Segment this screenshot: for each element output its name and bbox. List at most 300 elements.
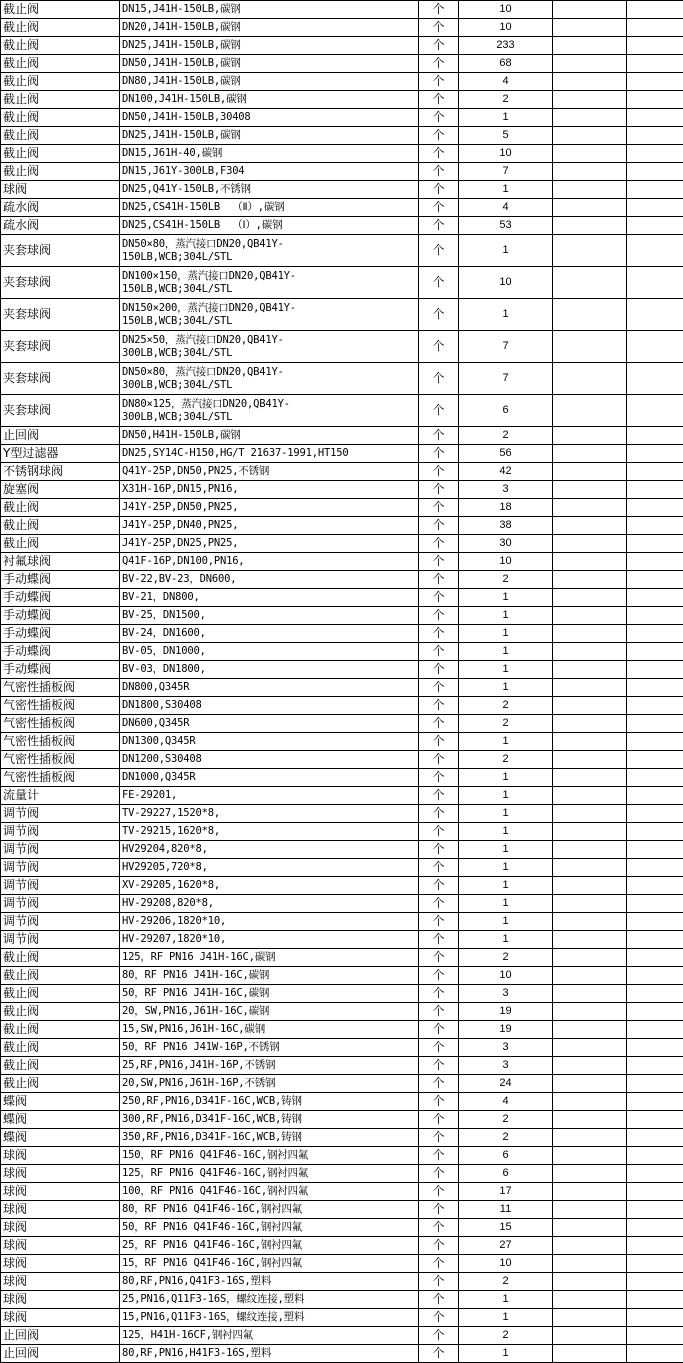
- cell-unit: 个: [419, 331, 459, 363]
- cell-qty: 38: [459, 517, 553, 535]
- cell-unit: 个: [419, 535, 459, 553]
- cell-spec: DN80,J41H-150LB,碳钢: [120, 73, 419, 91]
- cell-extra-2: [627, 217, 683, 235]
- cell-qty: 4: [459, 199, 553, 217]
- table-row: [1, 445, 683, 463]
- table-row: [1, 679, 683, 697]
- cell-spec: DN25,J41H-150LB,碳钢: [120, 127, 419, 145]
- cell-spec: DN20,J41H-150LB,碳钢: [120, 19, 419, 37]
- cell-qty: 2: [459, 949, 553, 967]
- cell-name: Y型过滤器: [1, 445, 120, 463]
- cell-name: 调节阀: [1, 913, 120, 931]
- table-row: [1, 55, 683, 73]
- cell-name: 手动蝶阀: [1, 571, 120, 589]
- cell-extra-1: [553, 1165, 627, 1183]
- cell-qty: 1: [459, 607, 553, 625]
- cell-unit: 个: [419, 1165, 459, 1183]
- table-row: [1, 877, 683, 895]
- cell-name: 调节阀: [1, 931, 120, 949]
- cell-extra-2: [627, 1093, 683, 1111]
- cell-extra-1: [553, 643, 627, 661]
- cell-extra-1: [553, 91, 627, 109]
- cell-extra-2: [627, 1075, 683, 1093]
- cell-name: 截止阀: [1, 967, 120, 985]
- cell-extra-1: [553, 823, 627, 841]
- cell-extra-1: [553, 1255, 627, 1273]
- cell-unit: 个: [419, 949, 459, 967]
- cell-unit: 个: [419, 1327, 459, 1345]
- cell-name: 蝶阀: [1, 1129, 120, 1147]
- material-table-body: [1, 1, 683, 1363]
- cell-qty: 27: [459, 1237, 553, 1255]
- cell-spec: 15,PN16,Q11F3-16S，螺纹连接,塑料: [120, 1309, 419, 1327]
- cell-name: 截止阀: [1, 1057, 120, 1075]
- table-row: [1, 949, 683, 967]
- cell-qty: 24: [459, 1075, 553, 1093]
- cell-extra-1: [553, 445, 627, 463]
- cell-extra-1: [553, 145, 627, 163]
- cell-extra-1: [553, 733, 627, 751]
- cell-extra-2: [627, 805, 683, 823]
- cell-qty: 7: [459, 363, 553, 395]
- cell-spec: BV-25，DN1500,: [120, 607, 419, 625]
- cell-extra-1: [553, 1003, 627, 1021]
- cell-extra-2: [627, 1255, 683, 1273]
- cell-extra-2: [627, 499, 683, 517]
- cell-unit: 个: [419, 1111, 459, 1129]
- cell-extra-2: [627, 1273, 683, 1291]
- cell-extra-1: [553, 931, 627, 949]
- table-row: [1, 1309, 683, 1327]
- cell-extra-2: [627, 733, 683, 751]
- cell-name: 气密性插板阀: [1, 769, 120, 787]
- cell-spec: 50，RF PN16 J41H-16C,碳钢: [120, 985, 419, 1003]
- cell-extra-1: [553, 1327, 627, 1345]
- cell-spec: 350,RF,PN16,D341F-16C,WCB,铸钢: [120, 1129, 419, 1147]
- cell-name: 夹套球阀: [1, 331, 120, 363]
- cell-unit: 个: [419, 859, 459, 877]
- table-row: [1, 145, 683, 163]
- cell-qty: 1: [459, 859, 553, 877]
- cell-extra-2: [627, 37, 683, 55]
- cell-unit: 个: [419, 55, 459, 73]
- table-row: [1, 931, 683, 949]
- cell-spec: DN600,Q345R: [120, 715, 419, 733]
- cell-unit: 个: [419, 145, 459, 163]
- table-row: [1, 1327, 683, 1345]
- cell-spec: Q41Y-25P,DN50,PN25,不锈钢: [120, 463, 419, 481]
- table-row: [1, 517, 683, 535]
- cell-extra-2: [627, 589, 683, 607]
- cell-unit: 个: [419, 1057, 459, 1075]
- table-row: [1, 217, 683, 235]
- cell-qty: 1: [459, 1291, 553, 1309]
- cell-unit: 个: [419, 1039, 459, 1057]
- table-row: [1, 553, 683, 571]
- table-row: [1, 331, 683, 363]
- table-row: [1, 481, 683, 499]
- table-row: [1, 661, 683, 679]
- table-row: [1, 1057, 683, 1075]
- cell-extra-1: [553, 787, 627, 805]
- table-row: [1, 1237, 683, 1255]
- cell-qty: 2: [459, 715, 553, 733]
- cell-spec: DN50×80，蒸汽接口DN20,QB41Y- 300LB,WCB;304L/STL: [120, 363, 419, 395]
- table-row: [1, 1255, 683, 1273]
- cell-spec: DN50,J41H-150LB,碳钢: [120, 55, 419, 73]
- cell-extra-1: [553, 217, 627, 235]
- cell-unit: 个: [419, 787, 459, 805]
- cell-extra-2: [627, 145, 683, 163]
- cell-name: 截止阀: [1, 1003, 120, 1021]
- cell-spec: HV29205,720*8,: [120, 859, 419, 877]
- cell-extra-1: [553, 895, 627, 913]
- cell-spec: DN80×125，蒸汽接口DN20,QB41Y- 300LB,WCB;304L/STL: [120, 395, 419, 427]
- cell-extra-2: [627, 163, 683, 181]
- cell-name: 止回阀: [1, 1327, 120, 1345]
- cell-extra-1: [553, 1057, 627, 1075]
- cell-spec: DN50,H41H-150LB,碳钢: [120, 427, 419, 445]
- cell-spec: DN25×50，蒸汽接口DN20,QB41Y- 300LB,WCB;304L/STL: [120, 331, 419, 363]
- cell-name: 截止阀: [1, 127, 120, 145]
- cell-qty: 6: [459, 395, 553, 427]
- cell-extra-1: [553, 331, 627, 363]
- cell-name: 调节阀: [1, 877, 120, 895]
- table-row: [1, 1345, 683, 1363]
- table-row: [1, 199, 683, 217]
- cell-qty: 1: [459, 931, 553, 949]
- cell-unit: 个: [419, 1345, 459, 1363]
- cell-extra-1: [553, 199, 627, 217]
- cell-qty: 1: [459, 181, 553, 199]
- cell-name: 球阀: [1, 1201, 120, 1219]
- cell-name: 不锈钢球阀: [1, 463, 120, 481]
- cell-extra-1: [553, 607, 627, 625]
- cell-qty: 4: [459, 1093, 553, 1111]
- cell-spec: BV-22,BV-23，DN600,: [120, 571, 419, 589]
- cell-extra-1: [553, 19, 627, 37]
- cell-spec: BV-24，DN1600,: [120, 625, 419, 643]
- cell-extra-2: [627, 331, 683, 363]
- cell-extra-1: [553, 1219, 627, 1237]
- table-row: [1, 985, 683, 1003]
- table-row: [1, 1111, 683, 1129]
- table-row: [1, 1219, 683, 1237]
- cell-spec: 50，RF PN16 Q41F46-16C,钢衬四氟: [120, 1219, 419, 1237]
- cell-qty: 1: [459, 589, 553, 607]
- cell-name: 球阀: [1, 181, 120, 199]
- cell-extra-2: [627, 73, 683, 91]
- cell-spec: DN15,J41H-150LB,碳钢: [120, 1, 419, 19]
- cell-extra-1: [553, 1129, 627, 1147]
- cell-spec: DN1800,S30408: [120, 697, 419, 715]
- cell-unit: 个: [419, 1147, 459, 1165]
- cell-qty: 1: [459, 661, 553, 679]
- table-row: [1, 19, 683, 37]
- cell-extra-1: [553, 769, 627, 787]
- cell-name: 截止阀: [1, 535, 120, 553]
- cell-unit: 个: [419, 1075, 459, 1093]
- cell-extra-1: [553, 1201, 627, 1219]
- cell-name: 疏水阀: [1, 199, 120, 217]
- cell-extra-1: [553, 1021, 627, 1039]
- cell-spec: DN25,CS41H-150LB （Ⅱ）,碳钢: [120, 199, 419, 217]
- cell-spec: 80,RF,PN16,Q41F3-16S,塑料: [120, 1273, 419, 1291]
- cell-qty: 6: [459, 1147, 553, 1165]
- cell-unit: 个: [419, 1237, 459, 1255]
- cell-extra-1: [553, 841, 627, 859]
- cell-extra-1: [553, 1183, 627, 1201]
- cell-name: 截止阀: [1, 949, 120, 967]
- cell-extra-2: [627, 1165, 683, 1183]
- cell-name: 截止阀: [1, 91, 120, 109]
- table-row: [1, 499, 683, 517]
- cell-extra-2: [627, 895, 683, 913]
- cell-name: 截止阀: [1, 73, 120, 91]
- cell-extra-1: [553, 1039, 627, 1057]
- cell-unit: 个: [419, 217, 459, 235]
- cell-unit: 个: [419, 1309, 459, 1327]
- cell-extra-2: [627, 109, 683, 127]
- cell-unit: 个: [419, 73, 459, 91]
- cell-name: 球阀: [1, 1219, 120, 1237]
- cell-extra-2: [627, 1183, 683, 1201]
- cell-name: 截止阀: [1, 985, 120, 1003]
- cell-unit: 个: [419, 877, 459, 895]
- cell-unit: 个: [419, 571, 459, 589]
- table-row: [1, 163, 683, 181]
- cell-unit: 个: [419, 1273, 459, 1291]
- cell-spec: DN25,J41H-150LB,碳钢: [120, 37, 419, 55]
- table-row: [1, 823, 683, 841]
- cell-spec: DN25,SY14C-H150,HG/T 21637-1991,HT150: [120, 445, 419, 463]
- cell-unit: 个: [419, 679, 459, 697]
- cell-extra-1: [553, 499, 627, 517]
- cell-qty: 1: [459, 841, 553, 859]
- cell-name: 夹套球阀: [1, 395, 120, 427]
- cell-name: 截止阀: [1, 1075, 120, 1093]
- cell-extra-1: [553, 109, 627, 127]
- cell-extra-1: [553, 661, 627, 679]
- cell-spec: TV-29227,1520*8,: [120, 805, 419, 823]
- cell-extra-1: [553, 1093, 627, 1111]
- cell-name: 球阀: [1, 1309, 120, 1327]
- cell-unit: 个: [419, 19, 459, 37]
- cell-extra-2: [627, 299, 683, 331]
- cell-spec: DN25,CS41H-150LB （Ⅰ）,碳钢: [120, 217, 419, 235]
- cell-qty: 2: [459, 1327, 553, 1345]
- cell-spec: 80，RF PN16 Q41F46-16C,钢衬四氟: [120, 1201, 419, 1219]
- cell-spec: J41Y-25P,DN50,PN25,: [120, 499, 419, 517]
- cell-qty: 10: [459, 267, 553, 299]
- cell-unit: 个: [419, 1183, 459, 1201]
- cell-extra-2: [627, 967, 683, 985]
- cell-extra-2: [627, 697, 683, 715]
- cell-name: 球阀: [1, 1255, 120, 1273]
- cell-spec: FE-29201,: [120, 787, 419, 805]
- table-row: [1, 967, 683, 985]
- cell-extra-2: [627, 1129, 683, 1147]
- cell-qty: 30: [459, 535, 553, 553]
- table-row: [1, 1093, 683, 1111]
- cell-extra-2: [627, 181, 683, 199]
- cell-name: 气密性插板阀: [1, 733, 120, 751]
- cell-spec: DN100,J41H-150LB,碳钢: [120, 91, 419, 109]
- cell-extra-1: [553, 1111, 627, 1129]
- cell-unit: 个: [419, 1201, 459, 1219]
- cell-name: 截止阀: [1, 1021, 120, 1039]
- cell-extra-1: [553, 363, 627, 395]
- cell-name: 球阀: [1, 1147, 120, 1165]
- cell-extra-1: [553, 967, 627, 985]
- cell-spec: HV-29208,820*8,: [120, 895, 419, 913]
- cell-extra-1: [553, 1273, 627, 1291]
- cell-spec: BV-05，DN1000,: [120, 643, 419, 661]
- cell-qty: 10: [459, 967, 553, 985]
- cell-unit: 个: [419, 751, 459, 769]
- cell-extra-1: [553, 517, 627, 535]
- table-row: [1, 1129, 683, 1147]
- cell-extra-1: [553, 715, 627, 733]
- cell-extra-1: [553, 37, 627, 55]
- cell-spec: 15，RF PN16 Q41F46-16C,钢衬四氟: [120, 1255, 419, 1273]
- cell-unit: 个: [419, 37, 459, 55]
- cell-extra-1: [553, 235, 627, 267]
- cell-unit: 个: [419, 715, 459, 733]
- cell-unit: 个: [419, 733, 459, 751]
- cell-name: 球阀: [1, 1291, 120, 1309]
- cell-qty: 18: [459, 499, 553, 517]
- cell-spec: DN50,J41H-150LB,30408: [120, 109, 419, 127]
- cell-unit: 个: [419, 805, 459, 823]
- table-row: [1, 1291, 683, 1309]
- cell-name: 手动蝶阀: [1, 643, 120, 661]
- cell-extra-1: [553, 1309, 627, 1327]
- cell-qty: 10: [459, 145, 553, 163]
- cell-spec: 25，RF PN16 Q41F46-16C,钢衬四氟: [120, 1237, 419, 1255]
- cell-qty: 10: [459, 553, 553, 571]
- cell-extra-1: [553, 267, 627, 299]
- cell-extra-1: [553, 427, 627, 445]
- cell-extra-2: [627, 267, 683, 299]
- table-row: [1, 91, 683, 109]
- cell-extra-2: [627, 127, 683, 145]
- table-row: [1, 267, 683, 299]
- cell-unit: 个: [419, 661, 459, 679]
- cell-name: 调节阀: [1, 895, 120, 913]
- cell-unit: 个: [419, 363, 459, 395]
- cell-extra-2: [627, 985, 683, 1003]
- cell-name: 截止阀: [1, 145, 120, 163]
- cell-unit: 个: [419, 1129, 459, 1147]
- cell-unit: 个: [419, 267, 459, 299]
- cell-name: 截止阀: [1, 37, 120, 55]
- cell-extra-2: [627, 199, 683, 217]
- cell-qty: 1: [459, 877, 553, 895]
- cell-spec: DN1000,Q345R: [120, 769, 419, 787]
- cell-extra-1: [553, 73, 627, 91]
- cell-name: 气密性插板阀: [1, 679, 120, 697]
- cell-extra-2: [627, 751, 683, 769]
- cell-spec: J41Y-25P,DN40,PN25,: [120, 517, 419, 535]
- cell-extra-2: [627, 517, 683, 535]
- cell-name: 调节阀: [1, 841, 120, 859]
- cell-unit: 个: [419, 967, 459, 985]
- table-row: [1, 1201, 683, 1219]
- table-row: [1, 859, 683, 877]
- cell-qty: 1: [459, 805, 553, 823]
- cell-unit: 个: [419, 823, 459, 841]
- cell-qty: 1: [459, 109, 553, 127]
- cell-extra-1: [553, 481, 627, 499]
- cell-unit: 个: [419, 769, 459, 787]
- cell-extra-2: [627, 481, 683, 499]
- cell-extra-1: [553, 877, 627, 895]
- cell-name: 疏水阀: [1, 217, 120, 235]
- table-row: [1, 235, 683, 267]
- cell-extra-1: [553, 55, 627, 73]
- cell-unit: 个: [419, 841, 459, 859]
- table-row: [1, 363, 683, 395]
- cell-extra-2: [627, 787, 683, 805]
- cell-qty: 1: [459, 643, 553, 661]
- cell-qty: 1: [459, 733, 553, 751]
- cell-name: 调节阀: [1, 805, 120, 823]
- cell-qty: 2: [459, 751, 553, 769]
- table-row: [1, 463, 683, 481]
- cell-extra-2: [627, 1039, 683, 1057]
- cell-qty: 2: [459, 1111, 553, 1129]
- table-row: [1, 895, 683, 913]
- cell-extra-2: [627, 607, 683, 625]
- cell-spec: 25,PN16,Q11F3-16S，螺纹连接,塑料: [120, 1291, 419, 1309]
- cell-extra-1: [553, 805, 627, 823]
- cell-unit: 个: [419, 589, 459, 607]
- cell-extra-1: [553, 1, 627, 19]
- cell-extra-1: [553, 395, 627, 427]
- cell-spec: TV-29215,1620*8,: [120, 823, 419, 841]
- cell-extra-2: [627, 427, 683, 445]
- cell-unit: 个: [419, 1, 459, 19]
- cell-name: 夹套球阀: [1, 299, 120, 331]
- table-row: [1, 73, 683, 91]
- cell-unit: 个: [419, 199, 459, 217]
- cell-spec: 100，RF PN16 Q41F46-16C,钢衬四氟: [120, 1183, 419, 1201]
- cell-qty: 1: [459, 823, 553, 841]
- cell-name: 蝶阀: [1, 1093, 120, 1111]
- cell-spec: Q41F-16P,DN100,PN16,: [120, 553, 419, 571]
- cell-extra-2: [627, 913, 683, 931]
- cell-unit: 个: [419, 127, 459, 145]
- cell-unit: 个: [419, 299, 459, 331]
- cell-extra-2: [627, 949, 683, 967]
- cell-name: 截止阀: [1, 1039, 120, 1057]
- cell-extra-2: [627, 1327, 683, 1345]
- cell-qty: 1: [459, 787, 553, 805]
- cell-qty: 15: [459, 1219, 553, 1237]
- cell-unit: 个: [419, 181, 459, 199]
- cell-spec: BV-03，DN1800,: [120, 661, 419, 679]
- cell-qty: 11: [459, 1201, 553, 1219]
- cell-qty: 10: [459, 1, 553, 19]
- cell-spec: 80,RF,PN16,H41F3-16S,塑料: [120, 1345, 419, 1363]
- cell-spec: 20,SW,PN16,J61H-16P,不锈钢: [120, 1075, 419, 1093]
- cell-unit: 个: [419, 481, 459, 499]
- cell-name: 截止阀: [1, 109, 120, 127]
- cell-unit: 个: [419, 163, 459, 181]
- cell-extra-2: [627, 1309, 683, 1327]
- cell-spec: 150，RF PN16 Q41F46-16C,钢衬四氟: [120, 1147, 419, 1165]
